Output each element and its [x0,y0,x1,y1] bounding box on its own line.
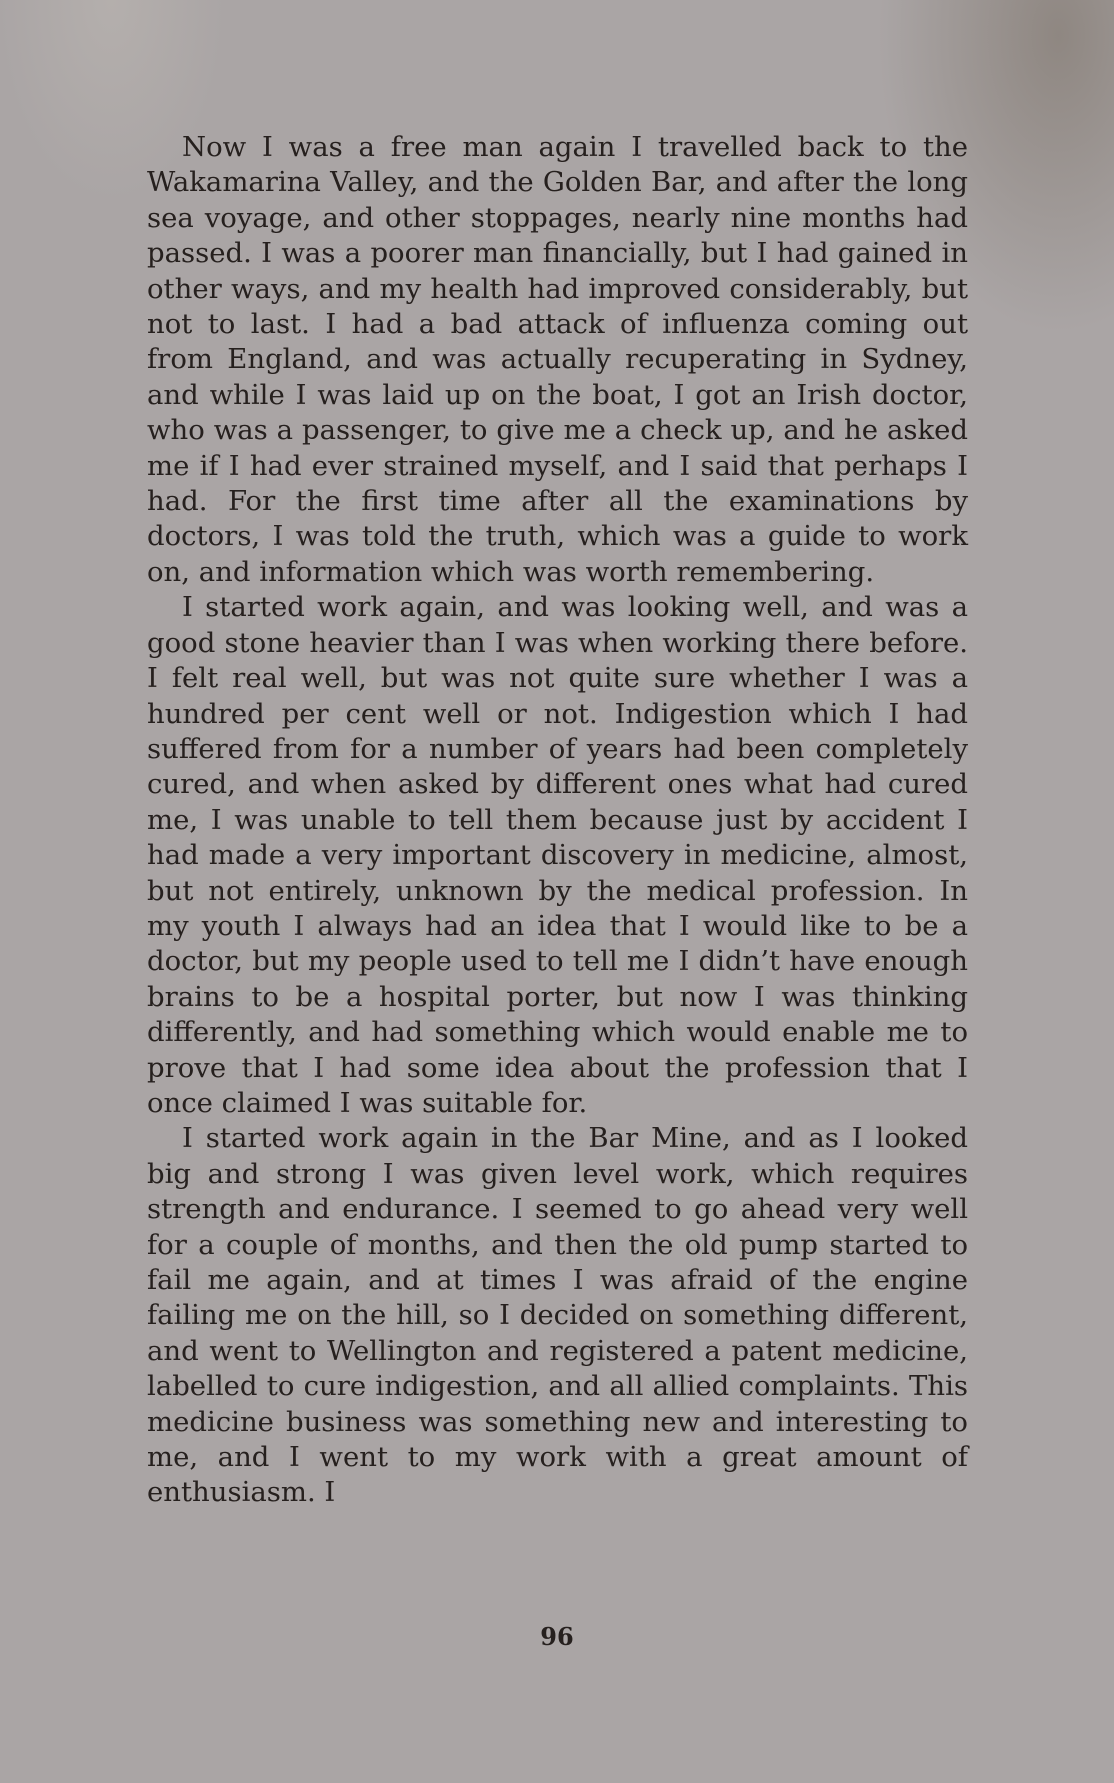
paragraph-3: I started work again in the Bar Mine, and as I looked big and strong I was given level work, which requires strength and endurance. I seemed to go ahead very well for a couple of months, and then the old pump started to fail me again, and at times I was afraid of the engine failing me on the hill, so I decided on something different, and went to Wellington and registered a patent medicine, labelled to cure indigestion, and all allied complaints. This medicine business was something new and interesting to me, and I went to my work with a great amount of enthusiasm. I [147,1122,968,1509]
page-number: 96 [540,1622,574,1651]
body-text [147,130,968,1511]
paragraph-2: I started work again, and was looking well, and was a good stone heavier than I was when working there before. I felt real well, but was not quite sure whether I was a hundred per cent well or not. Indigestion which I had suffered from for a number of years had been completely cured, and when asked by different ones what had cured me, I was unable to tell them because just by accident I had made a very important discovery in medicine, almost, but not entirely, unknown by the medical profession. In my youth I always had an idea that I would like to be a doctor, but my people used to tell me I didn’t have enough brains to be a hospital porter, but now I was thinking differently, and had something which would enable me to prove that I had some idea about the profession that I once claimed I was suitable for. [147,591,968,1119]
paragraph-1: Now I was a free man again I travelled back to the Wakamarina Valley, and the Golden Bar, and after the long sea voyage, and other stoppages, nearly nine months had passed. I was a poorer man financially, but I had gained in other ways, and my health had improved considerably, but not to last. I had a bad attack of influenza coming out from England, and was actually recuperating in Sydney, and while I was laid up on the boat, I got an Irish doctor, who was a passenger, to give me a check up, and he asked me if I had ever strained myself, and I said that perhaps I had. For the first time after all the examinations by doctors, I was told the truth, which was a guide to work on, and information which was worth remembering. [147,131,968,588]
